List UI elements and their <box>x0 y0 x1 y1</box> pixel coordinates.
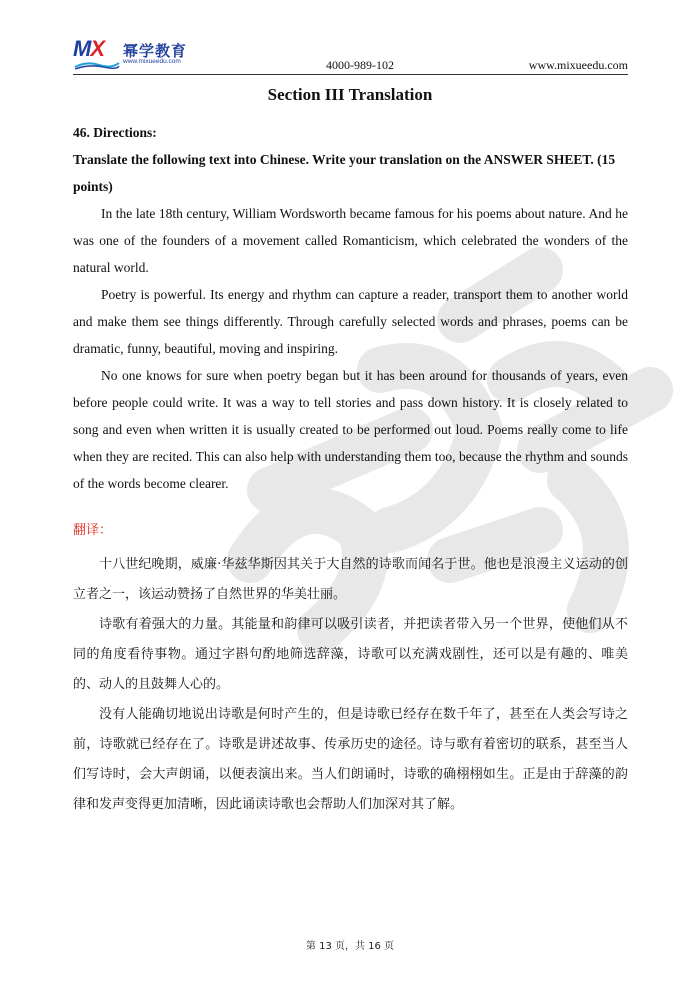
page-footer: 第 13 页，共 16 页 <box>305 941 395 952</box>
brand-logo <box>73 38 203 70</box>
directions-instruction: Translate the following text into Chinese. Write your translation on the ANSWER SHEET. (15 points) <box>73 152 616 194</box>
logo-mark: MX <box>73 36 105 61</box>
chinese-paragraph: 诗歌有着强大的力量。其能量和韵律可以吸引读者，并把读者带入另一个世界，使他们从不同的角度看待事物。通过字斟句酌地筛选辞藻，诗歌可以充满戏剧性，还可以是有趣的、唯美的、动人的且鼓舞人心的。 <box>73 617 628 692</box>
logo-swoosh-icon <box>73 60 121 70</box>
header-phone: 4000-989-102 <box>326 58 394 72</box>
english-paragraph: No one knows for sure when poetry began but it has been around for thousands of years, even before people could write. It was a way to tell stories and pass down history. It is closely related to song and even when written it is usually created to be performed out loud. Poems really come to life when they are recited. This can also help with understanding them too, because the rhythm and sounds of the words become clearer. <box>73 368 628 491</box>
english-paragraph: In the late 18th century, William Wordsworth became famous for his poems about nature. And he was one of the founders of a movement called Romanticism, which celebrated the wonders of the natural world. <box>73 206 628 275</box>
chinese-paragraph: 十八世纪晚期，威廉·华兹华斯因其关于大自然的诗歌而闻名于世。他也是浪漫主义运动的创立者之一，该运动赞扬了自然世界的华美壮丽。 <box>73 557 628 602</box>
directions-heading: 46. Directions: <box>73 125 157 140</box>
page-header <box>73 38 628 75</box>
english-paragraph: Poetry is powerful. Its energy and rhythm can capture a reader, transport them to another world and make them see things differently. Through carefully selected words and phrases, poems can be dramatic, funny, beautiful, moving and inspiring. <box>73 287 628 356</box>
translation-heading: 翻译： <box>73 523 113 538</box>
chinese-paragraph: 没有人能确切地说出诗歌是何时产生的，但是诗歌已经存在数千年了，甚至在人类会写诗之前，诗歌就已经存在了。诗歌是讲述故事、传承历史的途径。诗与歌有着密切的联系，甚至当人们写诗时，会大声朗诵，以便表演出来。当人们朗诵时，诗歌的确栩栩如生。正是由于辞藻的韵律和发声变得更加清晰，因此诵读诗歌也会帮助人们加深对其了解。 <box>73 707 628 812</box>
logo-chinese-name: 幂学教育 <box>123 42 188 60</box>
document-body <box>73 119 628 820</box>
logo-url: www.mixueedu.com <box>123 58 181 65</box>
header-website: www.mixueedu.com <box>528 58 628 72</box>
translation-body <box>73 550 628 820</box>
section-title: Section III Translation <box>267 85 433 104</box>
